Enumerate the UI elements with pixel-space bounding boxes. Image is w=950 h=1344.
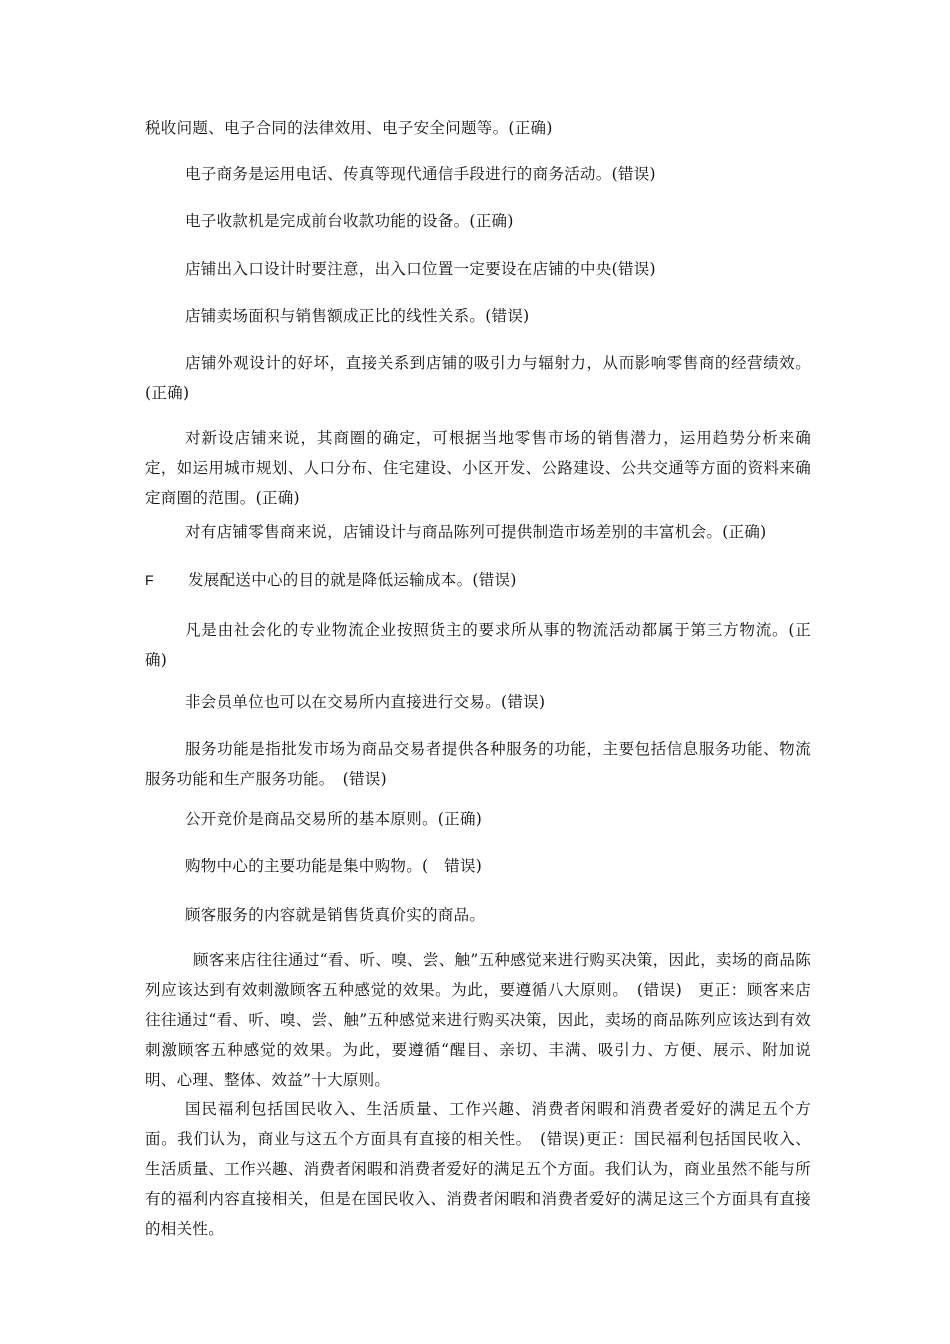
paragraph-1: 税收问题、电子合同的法律效用、电子安全问题等。(正确) <box>145 119 553 137</box>
paragraph-11: 非会员单位也可以在交易所内直接进行交易。(错误) <box>185 693 546 711</box>
paragraph-12: 服务功能是指批发市场为商品交易者提供各种服务的功能，主要包括信息服务功能、物流服务功能和生产服务功能。 (错误) <box>145 740 811 788</box>
list-marker-f: F <box>145 572 154 588</box>
paragraph-5: 店铺卖场面积与销售额成正比的线性关系。(错误) <box>185 307 530 325</box>
paragraph-3: 电子收款机是完成前台收款功能的设备。(正确) <box>185 212 514 230</box>
paragraph-7: 对新设店铺来说，其商圈的确定，可根据当地零售市场的销售潜力，运用趋势分析来确定，如运用城市规划、人口分布、住宅建设、小区开发、公路建设、公共交通等方面的资料来确定商圈的范围。(正确) <box>145 429 811 507</box>
paragraph-6: 店铺外观设计的好坏，直接关系到店铺的吸引力与辐射力，从而影响零售商的经营绩效。(正确) <box>145 354 811 402</box>
paragraph-14: 购物中心的主要功能是集中购物。( 错误) <box>185 857 483 875</box>
paragraph-16: 顾客来店往往通过“看、听、嗅、尝、触”五种感觉来进行购买决策，因此，卖场的商品陈列应该达到有效刺激顾客五种感觉的效果。为此，要遵循八大原则。 (错误) 更正：顾客来店往往通过“看、听、嗅、尝、触”五种感觉来进行购买决策，因此，卖场的商品陈列应该达到有效刺激顾客五种感觉的效果。为此，要遵循“醒目、亲切、丰满、吸引力、方便、展示、附加说明、心理、整体、效益”十大原则。 <box>145 951 811 1089</box>
paragraph-10: 凡是由社会化的专业物流企业按照货主的要求所从事的物流活动都属于第三方物流。(正确) <box>145 621 811 669</box>
paragraph-2: 电子商务是运用电话、传真等现代通信手段进行的商务活动。(错误) <box>185 165 656 183</box>
paragraph-8: 对有店铺零售商来说，店铺设计与商品陈列可提供制造市场差别的丰富机会。(正确) <box>185 523 767 541</box>
paragraph-13: 公开竞价是商品交易所的基本原则。(正确) <box>185 810 483 828</box>
paragraph-9: 发展配送中心的目的就是降低运输成本。(错误) <box>188 571 517 589</box>
paragraph-17: 国民福利包括国民收入、生活质量、工作兴趣、消费者闲暇和消费者爱好的满足五个方面。我们认为，商业与这五个方面具有直接的相关性。 (错误)更正：国民福利包括国民收入、生活质量、工作兴趣、消费者闲暇和消费者爱好的满足五个方面。我们认为，商业虽然不能与所有的福利内容直接相关，但是在国民收入、消费者闲暇和消费者爱好的满足这三个方面具有直接的相关性。 <box>145 1100 811 1238</box>
paragraph-15: 顾客服务的内容就是销售货真价实的商品。 <box>185 906 486 924</box>
paragraph-4: 店铺出入口设计时要注意，出入口位置一定要设在店铺的中央(错误) <box>185 260 656 278</box>
